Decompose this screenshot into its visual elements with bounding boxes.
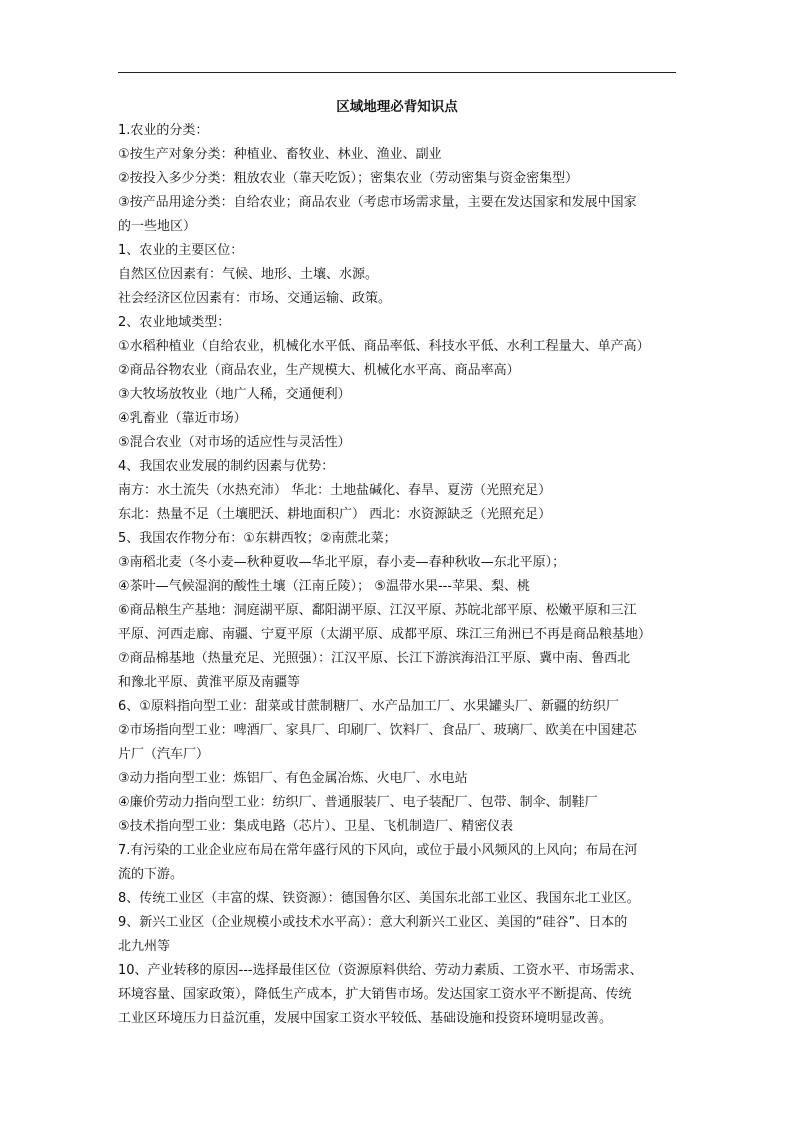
document-title: 区域地理必背知识点 (336, 99, 458, 115)
text-line: ②按投入多少分类：粗放农业（靠天吃饭）；密集农业（劳动密集与资金密集型） (118, 171, 579, 186)
text-line: 社会经济区位因素有：市场、交通运输、政策。 (118, 291, 392, 306)
text-line: 9、新兴工业区（企业规模小或技术水平高）：意大利新兴工业区、美国的“硅谷”、日本的 (118, 915, 628, 930)
header-rule (118, 72, 676, 73)
text-line: ⑤混合农业（对市场的适应性与灵活性） (118, 435, 351, 450)
text-line: 2、农业地域类型： (118, 315, 231, 330)
text-line: 5、我国农作物分布：①东耕西牧；②南蔗北菜； (118, 531, 397, 546)
text-line: 平原、河西走廊、南疆、宁夏平原（太湖平原、成都平原、珠江三角洲已不再是商品粮基地） (118, 627, 652, 642)
text-line: 8、传统工业区（丰富的煤、铁资源）：德国鲁尔区、美国东北部工业区、我国东北工业区。 (118, 891, 640, 906)
text-line: 1.农业的分类： (118, 123, 209, 138)
text-line: ④廉价劳动力指向型工业：纺织厂、普通服装厂、电子装配厂、包带、制伞、制鞋厂 (118, 795, 598, 810)
text-line: ②商品谷物农业（商品农业，生产规模大、机械化水平高、商品率高） (118, 363, 520, 378)
text-line: 的一些地区） (118, 219, 197, 234)
text-line: ①按生产对象分类：种植业、畜牧业、林业、渔业、副业 (118, 147, 442, 162)
text-line: 环境容量、国家政策），降低生产成本，扩大销售市场。发达国家工资水平不断提高、传统 (118, 987, 632, 1002)
text-line: ⑦商品棉基地（热量充足、光照强）：江汉平原、长江下游滨海沿江平原、冀中南、鲁西北 (118, 651, 631, 666)
text-line: ③大牧场放牧业（地广人稀，交通便利） (118, 387, 351, 402)
text-line: 6、①原料指向型工业：甜菜或甘蔗制糖厂、水产品加工厂、水果罐头厂、新疆的纺织厂 (118, 699, 619, 714)
text-line: 4、我国农业发展的制约因素与优势： (118, 459, 335, 474)
text-line: 和豫北平原、黄淮平原及南疆等 (118, 675, 301, 690)
text-line: 1、农业的主要区位： (118, 243, 244, 258)
text-line: ⑥商品粮生产基地：洞庭湖平原、鄱阳湖平原、江汉平原、苏皖北部平原、松嫩平原和三江 (118, 603, 637, 618)
text-line: ④乳畜业（靠近市场） (118, 411, 247, 426)
text-line: 自然区位因素有：气候、地形、土壤、水源。 (118, 267, 379, 282)
text-line: ⑤技术指向型工业：集成电路（芯片）、卫星、飞机制造厂、精密仪表 (118, 819, 514, 834)
text-line: ③动力指向型工业：炼铝厂、有色金属冶炼、火电厂、水电站 (118, 771, 468, 786)
text-line: 北九州等 (118, 939, 171, 954)
document-body (118, 119, 688, 1031)
text-line: ④茶叶—气候湿润的酸性土壤（江南丘陵）； ⑤温带水果---苹果、梨、桃 (118, 579, 531, 594)
text-line: 东北：热量不足（土壤肥沃、耕地面积广） 西北：水资源缺乏（光照充足） (118, 507, 552, 522)
text-line: ③南稻北麦（冬小麦—秋种夏收—华北平原，春小麦—春种秋收—东北平原）； (118, 555, 566, 570)
text-line: ②市场指向型工业：啤酒厂、家具厂、印刷厂、饮料厂、食品厂、玻璃厂、欧美在中国建芯 (118, 723, 637, 738)
text-line: 10、产业转移的原因---选择最佳区位（资源原料供给、劳动力素质、工资水平、市场需求、 (118, 963, 643, 978)
text-line: 流的下游。 (118, 867, 184, 882)
text-line: ③按产品用途分类：自给农业；商品农业（考虑市场需求量，主要在发达国家和发展中国家 (118, 195, 637, 210)
text-line: 南方：水土流失（水热充沛） 华北：土地盐碱化、春旱、夏涝（光照充足） (118, 483, 552, 498)
text-line: 片厂（汽车厂） (118, 747, 210, 762)
text-line: 7.有污染的工业企业应布局在常年盛行风的下风向，或位于最小风频风的上风向；布局在河 (118, 843, 638, 858)
text-line: ①水稻种植业（自给农业，机械化水平低、商品率低、科技水平低、水利工程量大、单产高） (118, 339, 650, 354)
text-line: 工业区环境压力日益沉重，发展中国家工资水平较低、基础设施和投资环境明显改善。 (118, 1011, 613, 1026)
